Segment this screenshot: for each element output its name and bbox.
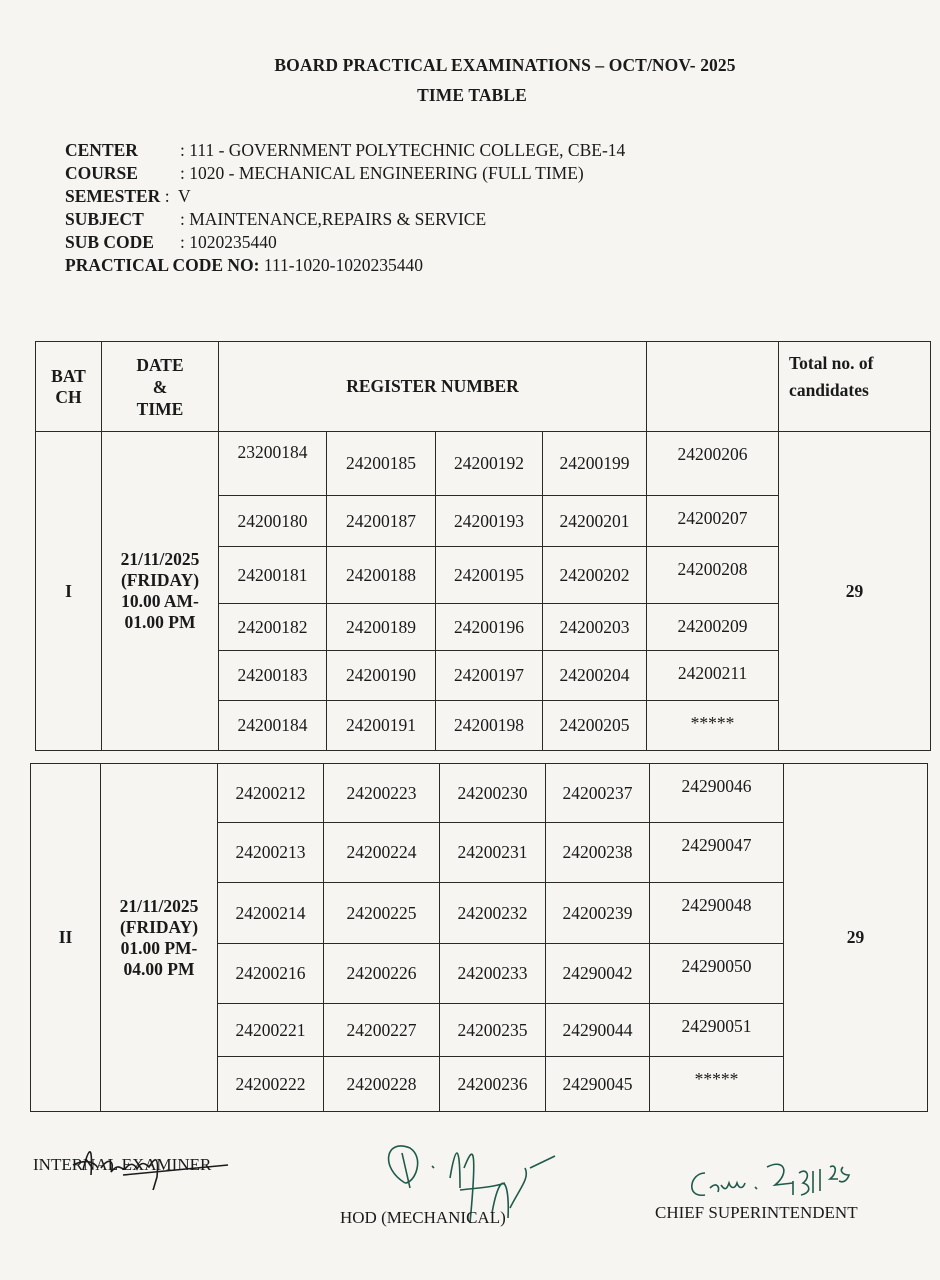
register-number-cell: 24200223 [324,764,440,823]
signature-hod [340,1208,506,1228]
register-number-cell: 24200203 [543,604,647,651]
timetable-batch-1 [35,341,931,751]
detail-label: SEMESTER [65,186,161,206]
detail-practical-code [65,254,625,277]
detail-course [65,162,625,185]
table-header-row [36,342,931,432]
register-number-cell: 24200184 [219,701,327,751]
register-number-cell: 24200221 [218,1004,324,1057]
detail-value: : V [160,186,191,206]
batch-number: I [36,432,102,751]
date-time-day: (FRIDAY) [119,916,199,937]
date-time-time-end: 01.00 PM [124,612,196,632]
register-number-cell: 24200207 [647,496,779,547]
register-number-cell: 24200238 [546,823,650,883]
header-register-number: REGISTER NUMBER [219,342,647,432]
detail-label: CENTER [65,140,138,160]
register-number-cell: 24200197 [436,651,543,701]
register-number-cell: 24200208 [647,547,779,604]
header-date-line: TIME [136,398,184,419]
total-candidates: 29 [779,432,931,751]
register-number-cell: 24200236 [440,1057,546,1112]
register-number-cell: 24200211 [647,651,779,701]
register-number-cell: 24290050 [650,944,784,1004]
detail-value: : 111 - GOVERNMENT POLYTECHNIC COLLEGE, CBE-14 [180,140,626,160]
register-number-cell: 24200188 [327,547,436,604]
detail-label: SUB CODE [65,232,154,252]
header-date-line: DATE [136,354,184,375]
register-number-cell: 24290045 [546,1057,650,1112]
header-batch [36,342,102,432]
signature-chief-superintendent [655,1203,858,1223]
register-number-cell: 24200189 [327,604,436,651]
register-number-cell: 24200206 [647,432,779,496]
register-number-cell: 24200201 [543,496,647,547]
register-number-cell: 24200216 [218,944,324,1004]
register-number-cell: 24200212 [218,764,324,823]
register-number-cell: 24200224 [324,823,440,883]
register-number-cell: 24200226 [324,944,440,1004]
header-total-line: candidates [789,380,869,400]
register-number-cell: 24200190 [327,651,436,701]
total-candidates: 29 [784,764,928,1112]
register-number-cell: 24200199 [543,432,647,496]
table-row [31,764,928,823]
register-number-cell: 24200198 [436,701,543,751]
register-number-cell: 24200231 [440,823,546,883]
batch-date-time [102,432,219,751]
header-total-candidates [779,342,931,432]
register-placeholder: ***** [647,701,779,751]
register-number-cell: 24290051 [650,1004,784,1057]
table-row [36,432,931,496]
register-number-cell: 24200193 [436,496,543,547]
date-time-time-start: 01.00 PM- [120,937,198,958]
detail-label: PRACTICAL CODE NO: [65,255,260,275]
batch-date-time [101,764,218,1112]
register-number-cell: 24200222 [218,1057,324,1112]
date-time-day: (FRIDAY) [120,570,200,590]
header-batch-line: CH [55,386,82,407]
register-number-cell: 24200205 [543,701,647,751]
register-number-cell: 24200228 [324,1057,440,1112]
header-empty [647,342,779,432]
register-number-cell: 24200230 [440,764,546,823]
register-number-cell: 24200195 [436,547,543,604]
exam-details [65,139,625,277]
detail-label: COURSE [65,163,138,183]
register-number-cell: 24290046 [650,764,784,823]
timetable-batch-2 [30,763,928,1112]
detail-value: : 1020235440 [180,232,277,252]
header-date-time [102,342,219,432]
batch-number: II [31,764,101,1112]
date-time-date: 21/11/2025 [119,895,199,916]
detail-center [65,139,625,162]
detail-label: SUBJECT [65,209,144,229]
detail-value: : 1020 - MECHANICAL ENGINEERING (FULL TIME) [180,163,584,183]
signature-label: HOD (MECHANICAL) [340,1208,506,1227]
header-total-line: Total no. of [789,353,874,373]
register-number-cell: 24200232 [440,883,546,944]
register-number-cell: 24200202 [543,547,647,604]
register-number-cell: 24290044 [546,1004,650,1057]
register-number-cell: 24200209 [647,604,779,651]
document-title: BOARD PRACTICAL EXAMINATIONS – OCT/NOV- 2025 [274,55,736,75]
detail-subject [65,208,625,231]
register-number-cell: 24200183 [219,651,327,701]
detail-value: 111-1020-1020235440 [259,255,423,275]
signature-label: INTERNAL EXAMINER [33,1155,212,1174]
register-number-cell: 24200239 [546,883,650,944]
register-number-cell: 24200225 [324,883,440,944]
date-time-time-start: 10.00 AM- [121,591,199,611]
register-number-cell: 24200233 [440,944,546,1004]
register-number-cell: 24200181 [219,547,327,604]
register-number-cell: 24200185 [327,432,436,496]
detail-sub-code [65,231,625,254]
signature-internal-examiner [33,1155,211,1175]
detail-semester [65,185,625,208]
register-number-cell: 24200182 [219,604,327,651]
register-number-cell: 24200180 [219,496,327,547]
document-subtitle: TIME TABLE [417,85,527,105]
header-batch-line: BAT [51,365,86,386]
register-number-cell: 24200213 [218,823,324,883]
register-number-cell: 24200191 [327,701,436,751]
register-number-cell: 24200237 [546,764,650,823]
register-number-cell: 24200227 [324,1004,440,1057]
register-number-cell: 24200187 [327,496,436,547]
register-number-cell: 24290048 [650,883,784,944]
register-number-cell: 24200196 [436,604,543,651]
register-number-cell: 24200214 [218,883,324,944]
register-number-cell: 23200184 [219,432,327,496]
register-number-cell: 24290042 [546,944,650,1004]
register-number-cell: 24200204 [543,651,647,701]
signature-label: CHIEF SUPERINTENDENT [655,1203,858,1222]
register-number-cell: 24200235 [440,1004,546,1057]
register-number-cell: 24290047 [650,823,784,883]
header-date-line: & [152,376,168,397]
register-number-cell: 24200192 [436,432,543,496]
date-time-time-end: 04.00 PM [123,958,195,979]
detail-value: : MAINTENANCE,REPAIRS & SERVICE [180,209,487,229]
date-time-date: 21/11/2025 [120,549,200,569]
register-placeholder: ***** [650,1057,784,1112]
